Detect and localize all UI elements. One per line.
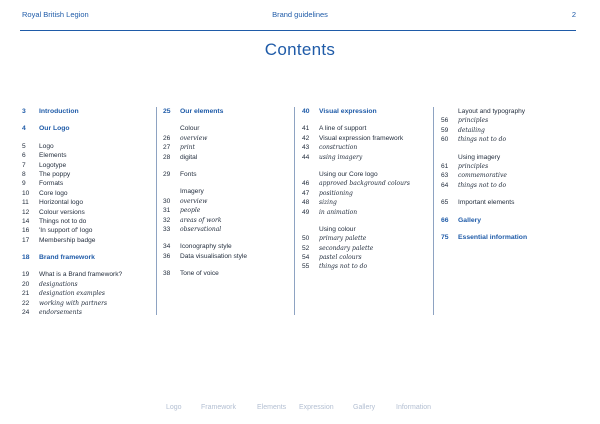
contents-entry[interactable] xyxy=(441,198,573,207)
entry-page-number: 7 xyxy=(22,161,26,169)
contents-entry[interactable] xyxy=(163,153,295,162)
entry-title: Our Logo xyxy=(39,125,70,133)
entry-title: Things not to do xyxy=(39,217,87,225)
entry-page-number: 75 xyxy=(441,233,449,241)
contents-entry[interactable] xyxy=(302,262,434,271)
entry-page-number: 16 xyxy=(22,227,30,235)
entry-title: Layout and typography xyxy=(458,108,526,115)
contents-entry[interactable] xyxy=(22,189,154,198)
contents-entry[interactable] xyxy=(22,299,154,308)
contents-entry[interactable] xyxy=(302,189,434,198)
contents-column-1 xyxy=(22,107,154,317)
nav-framework[interactable]: Framework xyxy=(201,404,237,411)
contents-entry[interactable] xyxy=(441,135,573,144)
entry-page-number: 5 xyxy=(22,142,26,150)
contents-entry[interactable] xyxy=(22,226,154,235)
entry-title: things not to do xyxy=(458,136,507,144)
entry-title: Visual expression xyxy=(319,108,377,115)
contents-entry[interactable] xyxy=(163,143,295,152)
entry-title: Using imagery xyxy=(458,153,501,161)
page-header xyxy=(0,0,600,31)
entry-page-number: 26 xyxy=(163,134,171,142)
entry-title: in animation xyxy=(319,208,358,216)
entry-page-number: 20 xyxy=(22,280,30,288)
contents-entry[interactable] xyxy=(163,225,295,234)
entry-title: Using our Core logo xyxy=(319,170,378,178)
contents-entry[interactable] xyxy=(441,162,573,171)
entry-title: What is a Brand framework? xyxy=(39,271,123,279)
entry-title: Logo xyxy=(39,142,54,150)
entry-page-number: 61 xyxy=(441,162,449,170)
entry-title: Membership badge xyxy=(39,236,96,244)
contents-section-heading[interactable] xyxy=(22,253,154,262)
contents-entry[interactable] xyxy=(163,252,295,261)
entry-title: Using colour xyxy=(319,225,356,233)
contents-entry[interactable] xyxy=(22,142,154,151)
page-title: Contents xyxy=(264,40,336,59)
column-divider xyxy=(156,107,157,315)
entry-page-number: 14 xyxy=(22,217,30,225)
entry-title: overview xyxy=(180,197,208,205)
entry-page-number: 30 xyxy=(163,197,171,205)
entry-title: Introduction xyxy=(39,108,79,115)
contents-entry[interactable] xyxy=(302,208,434,217)
contents-entry[interactable] xyxy=(163,134,295,143)
spacer xyxy=(22,116,154,124)
entry-title: commemorative xyxy=(458,172,507,180)
contents-entry[interactable] xyxy=(441,107,573,116)
entry-title: Iconography style xyxy=(180,243,232,251)
entry-page-number: 42 xyxy=(302,134,310,142)
entry-page-number: 55 xyxy=(302,263,310,271)
entry-title: secondary palette xyxy=(319,244,374,252)
entry-page-number: 18 xyxy=(22,254,30,262)
entry-title: working with partners xyxy=(39,299,108,307)
spacer xyxy=(441,208,573,216)
contents-entry[interactable] xyxy=(302,153,434,162)
org-name: Royal British Legion xyxy=(22,10,89,19)
spacer xyxy=(22,134,154,142)
entry-page-number: 65 xyxy=(441,199,449,207)
entry-title: The poppy xyxy=(39,170,71,178)
contents-entry[interactable] xyxy=(22,170,154,179)
entry-title: positioning xyxy=(319,189,353,197)
entry-page-number: 9 xyxy=(22,180,26,188)
entry-page-number: 50 xyxy=(302,235,310,243)
entry-page-number: 64 xyxy=(441,181,449,189)
entry-title: digital xyxy=(180,153,198,161)
contents-entry[interactable] xyxy=(302,143,434,152)
contents-entry[interactable] xyxy=(163,187,295,196)
contents-entry[interactable] xyxy=(302,244,434,253)
nav-gallery[interactable]: Gallery xyxy=(353,404,376,411)
nav-information[interactable]: Information xyxy=(396,404,432,411)
contents-entry[interactable] xyxy=(163,269,295,278)
entry-page-number: 48 xyxy=(302,199,310,207)
contents-entry[interactable] xyxy=(22,280,154,289)
contents-entry[interactable] xyxy=(22,198,154,207)
entry-page-number: 27 xyxy=(163,144,171,152)
contents-entry[interactable] xyxy=(441,116,573,125)
entry-page-number: 31 xyxy=(163,207,171,215)
entry-title: Brand framework xyxy=(39,254,95,262)
entry-title: things not to do xyxy=(319,263,368,271)
entry-title: pastel colours xyxy=(319,254,362,262)
contents-entry[interactable] xyxy=(22,308,154,317)
section-name: Brand guidelines xyxy=(272,10,328,19)
entry-page-number: 19 xyxy=(22,271,30,279)
entry-title: things not to do xyxy=(458,181,507,189)
entry-title: Important elements xyxy=(458,199,515,207)
entry-title: sizing xyxy=(319,199,337,207)
entry-title: construction xyxy=(319,144,358,152)
entry-page-number: 36 xyxy=(163,252,171,260)
entry-page-number: 17 xyxy=(22,236,30,244)
entry-title: Fonts xyxy=(180,170,197,178)
column-divider xyxy=(294,107,295,315)
entry-page-number: 4 xyxy=(22,125,26,133)
entry-page-number: 43 xyxy=(302,144,310,152)
entry-title: Gallery xyxy=(458,216,482,224)
spacer xyxy=(302,162,434,170)
contents-column-3 xyxy=(302,107,434,272)
contents-section-heading[interactable] xyxy=(22,124,154,133)
entry-title: Data visualisation style xyxy=(180,252,248,260)
spacer xyxy=(163,116,295,124)
entry-page-number: 6 xyxy=(22,152,26,160)
contents-section-heading[interactable] xyxy=(441,233,573,242)
contents-entry[interactable] xyxy=(302,225,434,234)
entry-title: principles xyxy=(458,162,489,170)
entry-title: Colour xyxy=(180,125,200,133)
entry-page-number: 46 xyxy=(302,180,310,188)
contents-entry[interactable] xyxy=(22,236,154,245)
entry-page-number: 54 xyxy=(302,254,310,262)
contents-entry[interactable] xyxy=(22,270,154,279)
spacer xyxy=(441,145,573,153)
spacer xyxy=(163,162,295,170)
entry-title: observational xyxy=(180,225,222,233)
contents-entry[interactable] xyxy=(302,179,434,188)
bottom-navigation xyxy=(0,404,600,416)
contents-entry[interactable] xyxy=(163,206,295,215)
contents-entry[interactable] xyxy=(163,197,295,206)
entry-page-number: 38 xyxy=(163,270,171,278)
entry-title: designation examples xyxy=(39,290,105,298)
contents-column-2 xyxy=(163,107,295,278)
entry-title: Formats xyxy=(39,180,64,188)
contents-section-heading[interactable] xyxy=(302,107,434,116)
entry-page-number: 24 xyxy=(22,309,30,317)
contents-entry[interactable] xyxy=(441,153,573,162)
entry-page-number: 49 xyxy=(302,208,310,216)
entry-page-number: 34 xyxy=(163,243,171,251)
spacer xyxy=(163,261,295,269)
entry-page-number: 25 xyxy=(163,108,171,115)
entry-title: Colour versions xyxy=(39,208,85,216)
entry-title: using imagery xyxy=(319,153,363,161)
entry-page-number: 3 xyxy=(22,108,26,115)
spacer xyxy=(302,116,434,124)
contents-section-heading[interactable] xyxy=(22,107,154,116)
entry-page-number: 11 xyxy=(22,199,29,207)
spacer xyxy=(302,217,434,225)
contents-entry[interactable] xyxy=(441,181,573,190)
entry-page-number: 59 xyxy=(441,126,449,134)
nav-logo[interactable]: Logo xyxy=(166,404,182,411)
entry-page-number: 40 xyxy=(302,108,310,115)
entry-page-number: 8 xyxy=(22,170,26,178)
contents-column-4 xyxy=(441,107,573,242)
entry-title: Essential information xyxy=(458,233,528,241)
entry-title: endorsements xyxy=(39,309,82,317)
spacer xyxy=(163,234,295,242)
contents-entry[interactable] xyxy=(163,216,295,225)
spacer xyxy=(441,225,573,233)
entry-title: Imagery xyxy=(180,188,204,196)
spacer xyxy=(22,245,154,253)
entry-title: people xyxy=(180,207,201,215)
entry-page-number: 29 xyxy=(163,170,171,178)
contents-entry[interactable] xyxy=(302,198,434,207)
entry-title: A line of support xyxy=(319,125,367,133)
contents-entry[interactable] xyxy=(22,208,154,217)
contents-entry[interactable] xyxy=(163,170,295,179)
entry-page-number: 44 xyxy=(302,153,310,161)
entry-page-number: 66 xyxy=(441,216,449,224)
entry-title: Visual expression framework xyxy=(319,134,404,142)
entry-page-number: 63 xyxy=(441,172,449,180)
nav-elements[interactable]: Elements xyxy=(257,404,287,411)
contents-entry[interactable] xyxy=(163,242,295,251)
contents-section-heading[interactable] xyxy=(441,216,573,225)
entry-page-number: 10 xyxy=(22,189,30,197)
contents-entry[interactable] xyxy=(302,253,434,262)
contents-entry[interactable] xyxy=(302,134,434,143)
entry-page-number: 41 xyxy=(302,125,310,133)
entry-title: Our elements xyxy=(180,108,224,115)
contents-entry[interactable] xyxy=(163,124,295,133)
entry-title: Logotype xyxy=(39,161,67,169)
entry-page-number: 21 xyxy=(22,290,30,298)
header-rule xyxy=(20,30,576,31)
entry-title: approved background colours xyxy=(319,180,410,188)
contents-entry[interactable] xyxy=(22,161,154,170)
entry-title: detailing xyxy=(458,126,485,134)
spacer xyxy=(163,179,295,187)
contents-entry[interactable] xyxy=(302,124,434,133)
contents-section-heading[interactable] xyxy=(163,107,295,116)
contents-entry[interactable] xyxy=(22,289,154,298)
entry-title: Elements xyxy=(39,152,67,160)
contents-entry[interactable] xyxy=(22,151,154,160)
nav-expression[interactable]: Expression xyxy=(299,404,334,411)
contents-entry[interactable] xyxy=(22,217,154,226)
entry-title: 'In support of' logo xyxy=(39,227,93,235)
spacer xyxy=(441,190,573,198)
entry-page-number: 60 xyxy=(441,136,449,144)
entry-page-number: 47 xyxy=(302,189,310,197)
page-number: 2 xyxy=(571,10,576,19)
column-divider xyxy=(433,107,434,315)
contents-entry[interactable] xyxy=(22,179,154,188)
contents-entry[interactable] xyxy=(441,171,573,180)
entry-page-number: 32 xyxy=(163,216,171,224)
entry-title: overview xyxy=(180,134,208,142)
entry-page-number: 22 xyxy=(22,299,30,307)
entry-page-number: 56 xyxy=(441,117,449,125)
spacer xyxy=(22,262,154,270)
contents-entry[interactable] xyxy=(302,170,434,179)
entry-page-number: 12 xyxy=(22,208,30,216)
entry-title: Horizontal logo xyxy=(39,199,83,207)
entry-title: print xyxy=(180,144,195,152)
entry-title: areas of work xyxy=(180,216,222,224)
contents-entry[interactable] xyxy=(302,234,434,243)
entry-title: principles xyxy=(458,117,489,125)
entry-title: Tone of voice xyxy=(180,270,219,278)
contents-entry[interactable] xyxy=(441,126,573,135)
entry-page-number: 52 xyxy=(302,244,310,252)
entry-title: primary palette xyxy=(319,235,367,243)
entry-title: Core logo xyxy=(39,189,68,197)
entry-page-number: 33 xyxy=(163,225,171,233)
entry-page-number: 28 xyxy=(163,153,171,161)
entry-title: designations xyxy=(39,280,78,288)
